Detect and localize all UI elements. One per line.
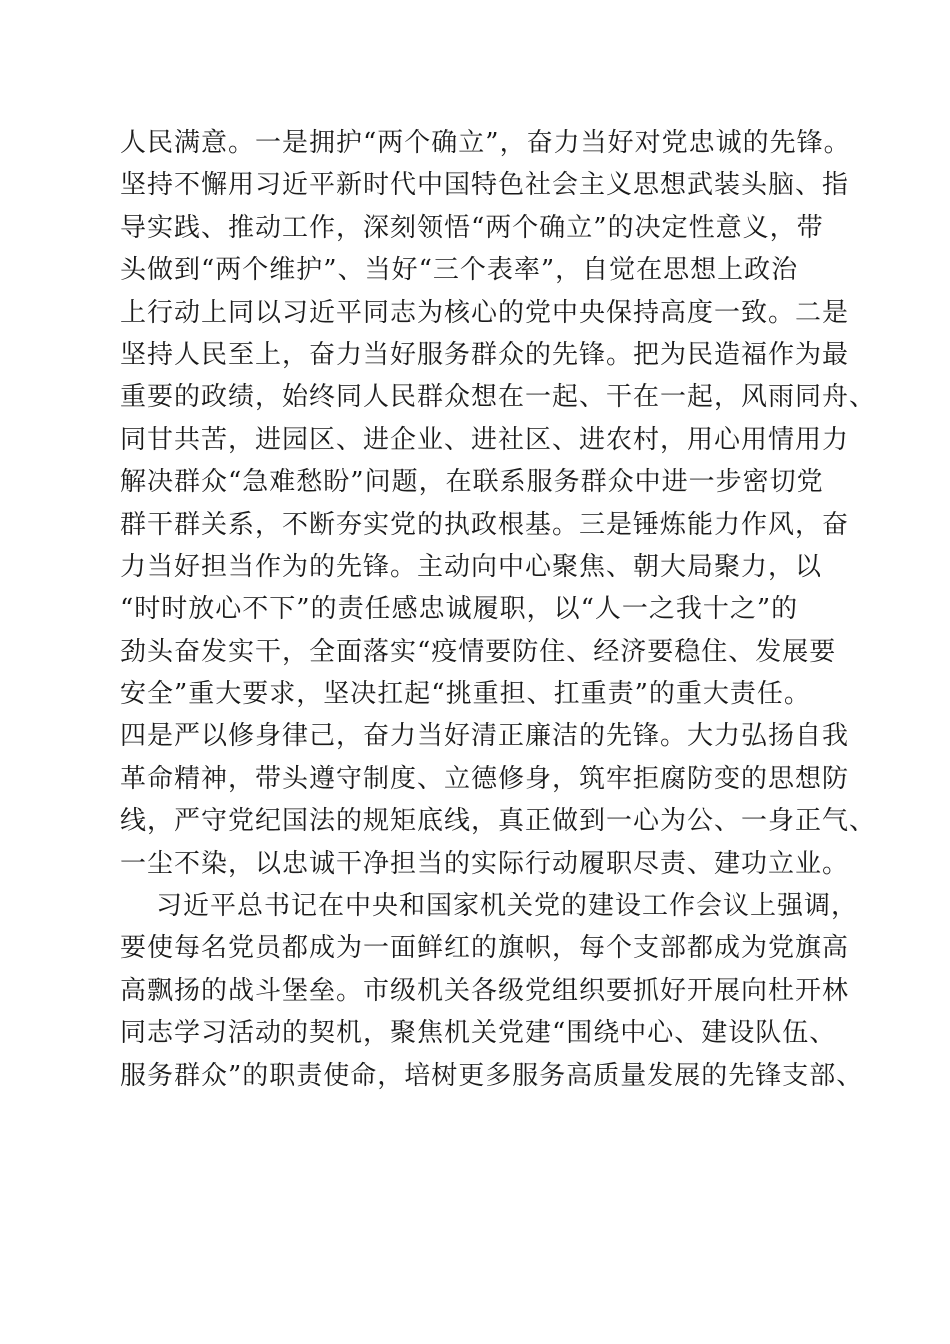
paragraph-start-line: 习近平总书记在中央和国家机关党的建设工作会议上强调， <box>156 891 859 922</box>
text-line: 四是严以修身律己，奋力当好清正廉洁的先锋。大力弘扬自我 <box>120 721 850 752</box>
text-line: 劲头奋发实干，全面落实“疫情要防住、经济要稳住、发展要 <box>120 636 837 667</box>
text-line: 坚持不懈用习近平新时代中国特色社会主义思想武装头脑、指 <box>120 170 850 201</box>
text-line: 头做到“两个维护”、当好“三个表率”，自觉在思想上政治 <box>120 255 799 286</box>
text-line: 服务群众”的职责使命，培树更多服务高质量发展的先锋支部、 <box>120 1060 864 1091</box>
text-line: 力当好担当作为的先锋。主动向中心聚焦、朝大局聚力，以 <box>120 551 823 582</box>
text-line: 坚持人民至上，奋力当好服务群众的先锋。把为民造福作为最 <box>120 339 850 370</box>
text-line: 人民满意。一是拥护“两个确立”，奋力当好对党忠诚的先锋。 <box>120 128 851 158</box>
text-line: 革命精神，带头遵守制度、立德修身，筑牢拒腐防变的思想防 <box>120 763 850 794</box>
text-line: 重要的政绩，始终同人民群众想在一起、干在一起，风雨同舟、 <box>120 382 877 413</box>
text-line: 高飘扬的战斗堡垒。市级机关各级党组织要抓好开展向杜开林 <box>120 975 850 1006</box>
text-line: 同志学习活动的契机，聚焦机关党建“围绕中心、建设队伍、 <box>120 1018 837 1049</box>
text-line: 同甘共苦，进园区、进企业、进社区、进农村，用心用情用力 <box>120 424 850 455</box>
text-line: “时时放心不下”的责任感忠诚履职，以“人一之我十之”的 <box>120 594 799 625</box>
body-text <box>120 122 877 1097</box>
text-line: 导实践、推动工作，深刻领悟“两个确立”的决定性意义，带 <box>120 212 824 243</box>
text-line: 线，严守党纪国法的规矩底线，真正做到一心为公、一身正气、 <box>120 806 877 837</box>
text-line: 安全”重大要求，坚决扛起“挑重担、扛重责”的重大责任。 <box>120 679 811 710</box>
text-line: 群干群关系，不断夯实党的执政根基。三是锤炼能力作风，奋 <box>120 509 850 540</box>
text-line: 一尘不染，以忠诚干净担当的实际行动履职尽责、建功立业。 <box>120 848 850 879</box>
text-line: 上行动上同以习近平同志为核心的党中央保持高度一致。二是 <box>120 297 850 328</box>
text-line: 解决群众“急难愁盼”问题，在联系服务群众中进一步密切党 <box>120 467 824 498</box>
text-line: 要使每名党员都成为一面鲜红的旗帜，每个支部都成为党旗高 <box>120 933 850 964</box>
